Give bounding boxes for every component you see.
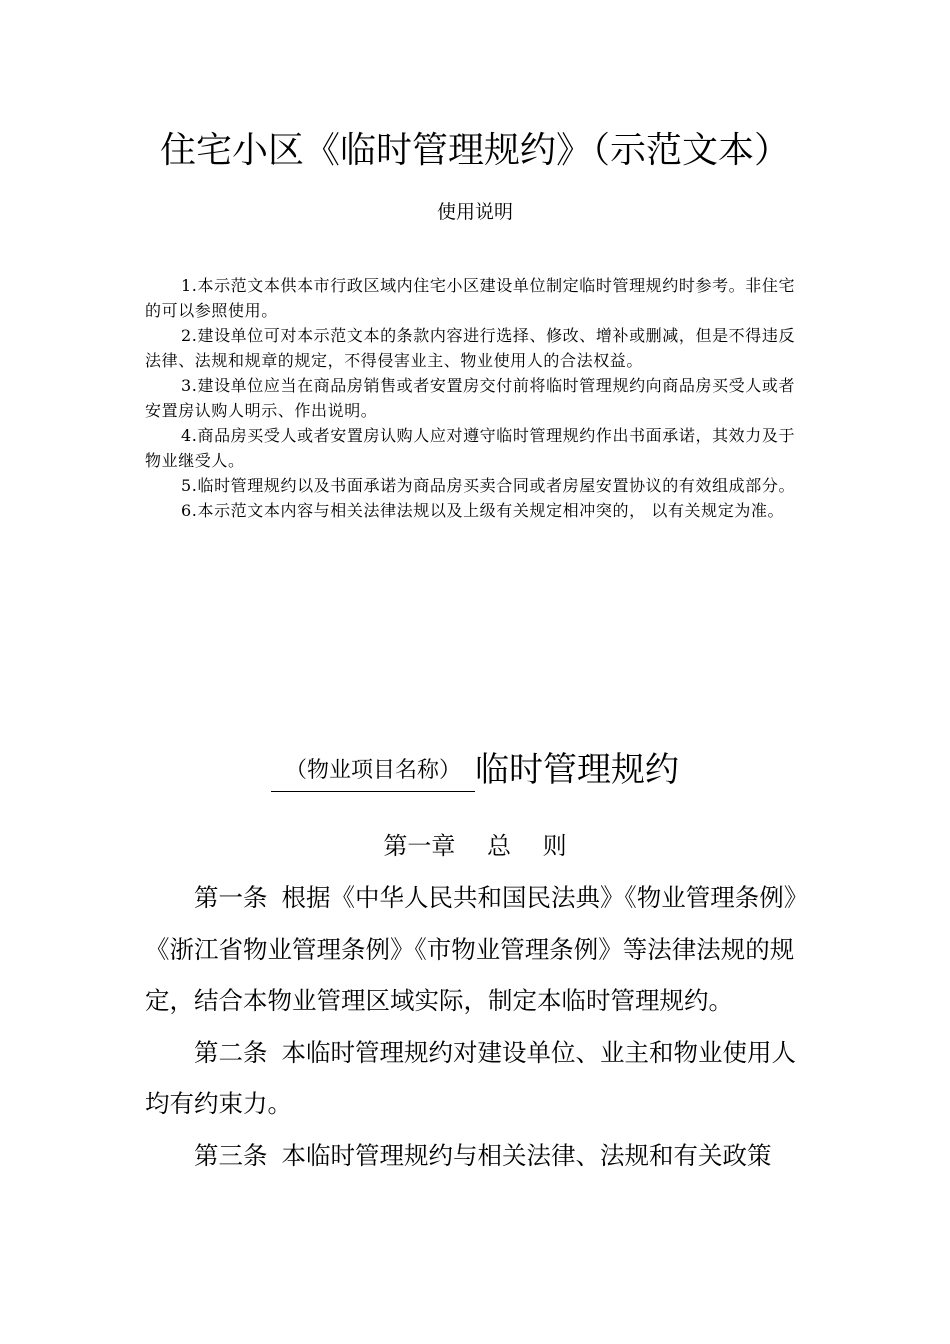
usage-note: 3.建设单位应当在商品房销售或者安置房交付前将临时管理规约向商品房买受人或者安置房认购人明示、作出说明。 (145, 376, 796, 420)
article-text: 本临时管理规约对建设单位、业主和物业使用人均有约束力。 (145, 1037, 796, 1118)
articles (145, 872, 809, 1181)
article (145, 872, 809, 1027)
usage-notes (145, 273, 807, 523)
usage-note: 2.建设单位可对本示范文本的条款内容进行选择、修改、增补或删减，但是不得违反法律、法规和规章的规定，不得侵害业主、物业使用人的合法权益。 (145, 326, 796, 370)
project-name-placeholder: （物业项目名称） (271, 751, 475, 792)
usage-instructions-heading: 使用说明 (436, 201, 513, 223)
article-number: 第一条 (194, 883, 268, 912)
regulation-title-text: 临时管理规约 (475, 750, 679, 790)
usage-note: 4.商品房买受人或者安置房认购人应对遵守临时管理规约作出书面承诺，其效力及于物业继受人。 (145, 426, 796, 470)
document-title: 住宅小区《临时管理规约》（示范文本） (159, 130, 790, 171)
chapter-title: 第一章 总 则 (383, 832, 567, 860)
article-text: 根据《中华人民共和国民法典》《物业管理条例》《浙江省物业管理条例》《市物业管理条例》等法律法规的规定，结合本物业管理区域实际，制定本临时管理规约。 (145, 883, 809, 1015)
article (145, 1130, 809, 1182)
article (145, 1027, 809, 1130)
article-text: 本临时管理规约与相关法律、法规和有关政策 (281, 1140, 772, 1170)
usage-note: 1.本示范文本供本市行政区域内住宅小区建设单位制定临时管理规约时参考。非住宅的可以参照使用。 (145, 276, 796, 320)
usage-note: 5.临时管理规约以及书面承诺为商品房买卖合同或者房屋安置协议的有效组成部分。 (181, 476, 796, 495)
usage-note: 6.本示范文本内容与相关法律法规以及上级有关规定相冲突的， 以有关规定为准。 (181, 501, 785, 520)
article-number: 第三条 (194, 1140, 268, 1170)
regulation-title (0, 748, 950, 792)
article-number: 第二条 (194, 1037, 268, 1067)
